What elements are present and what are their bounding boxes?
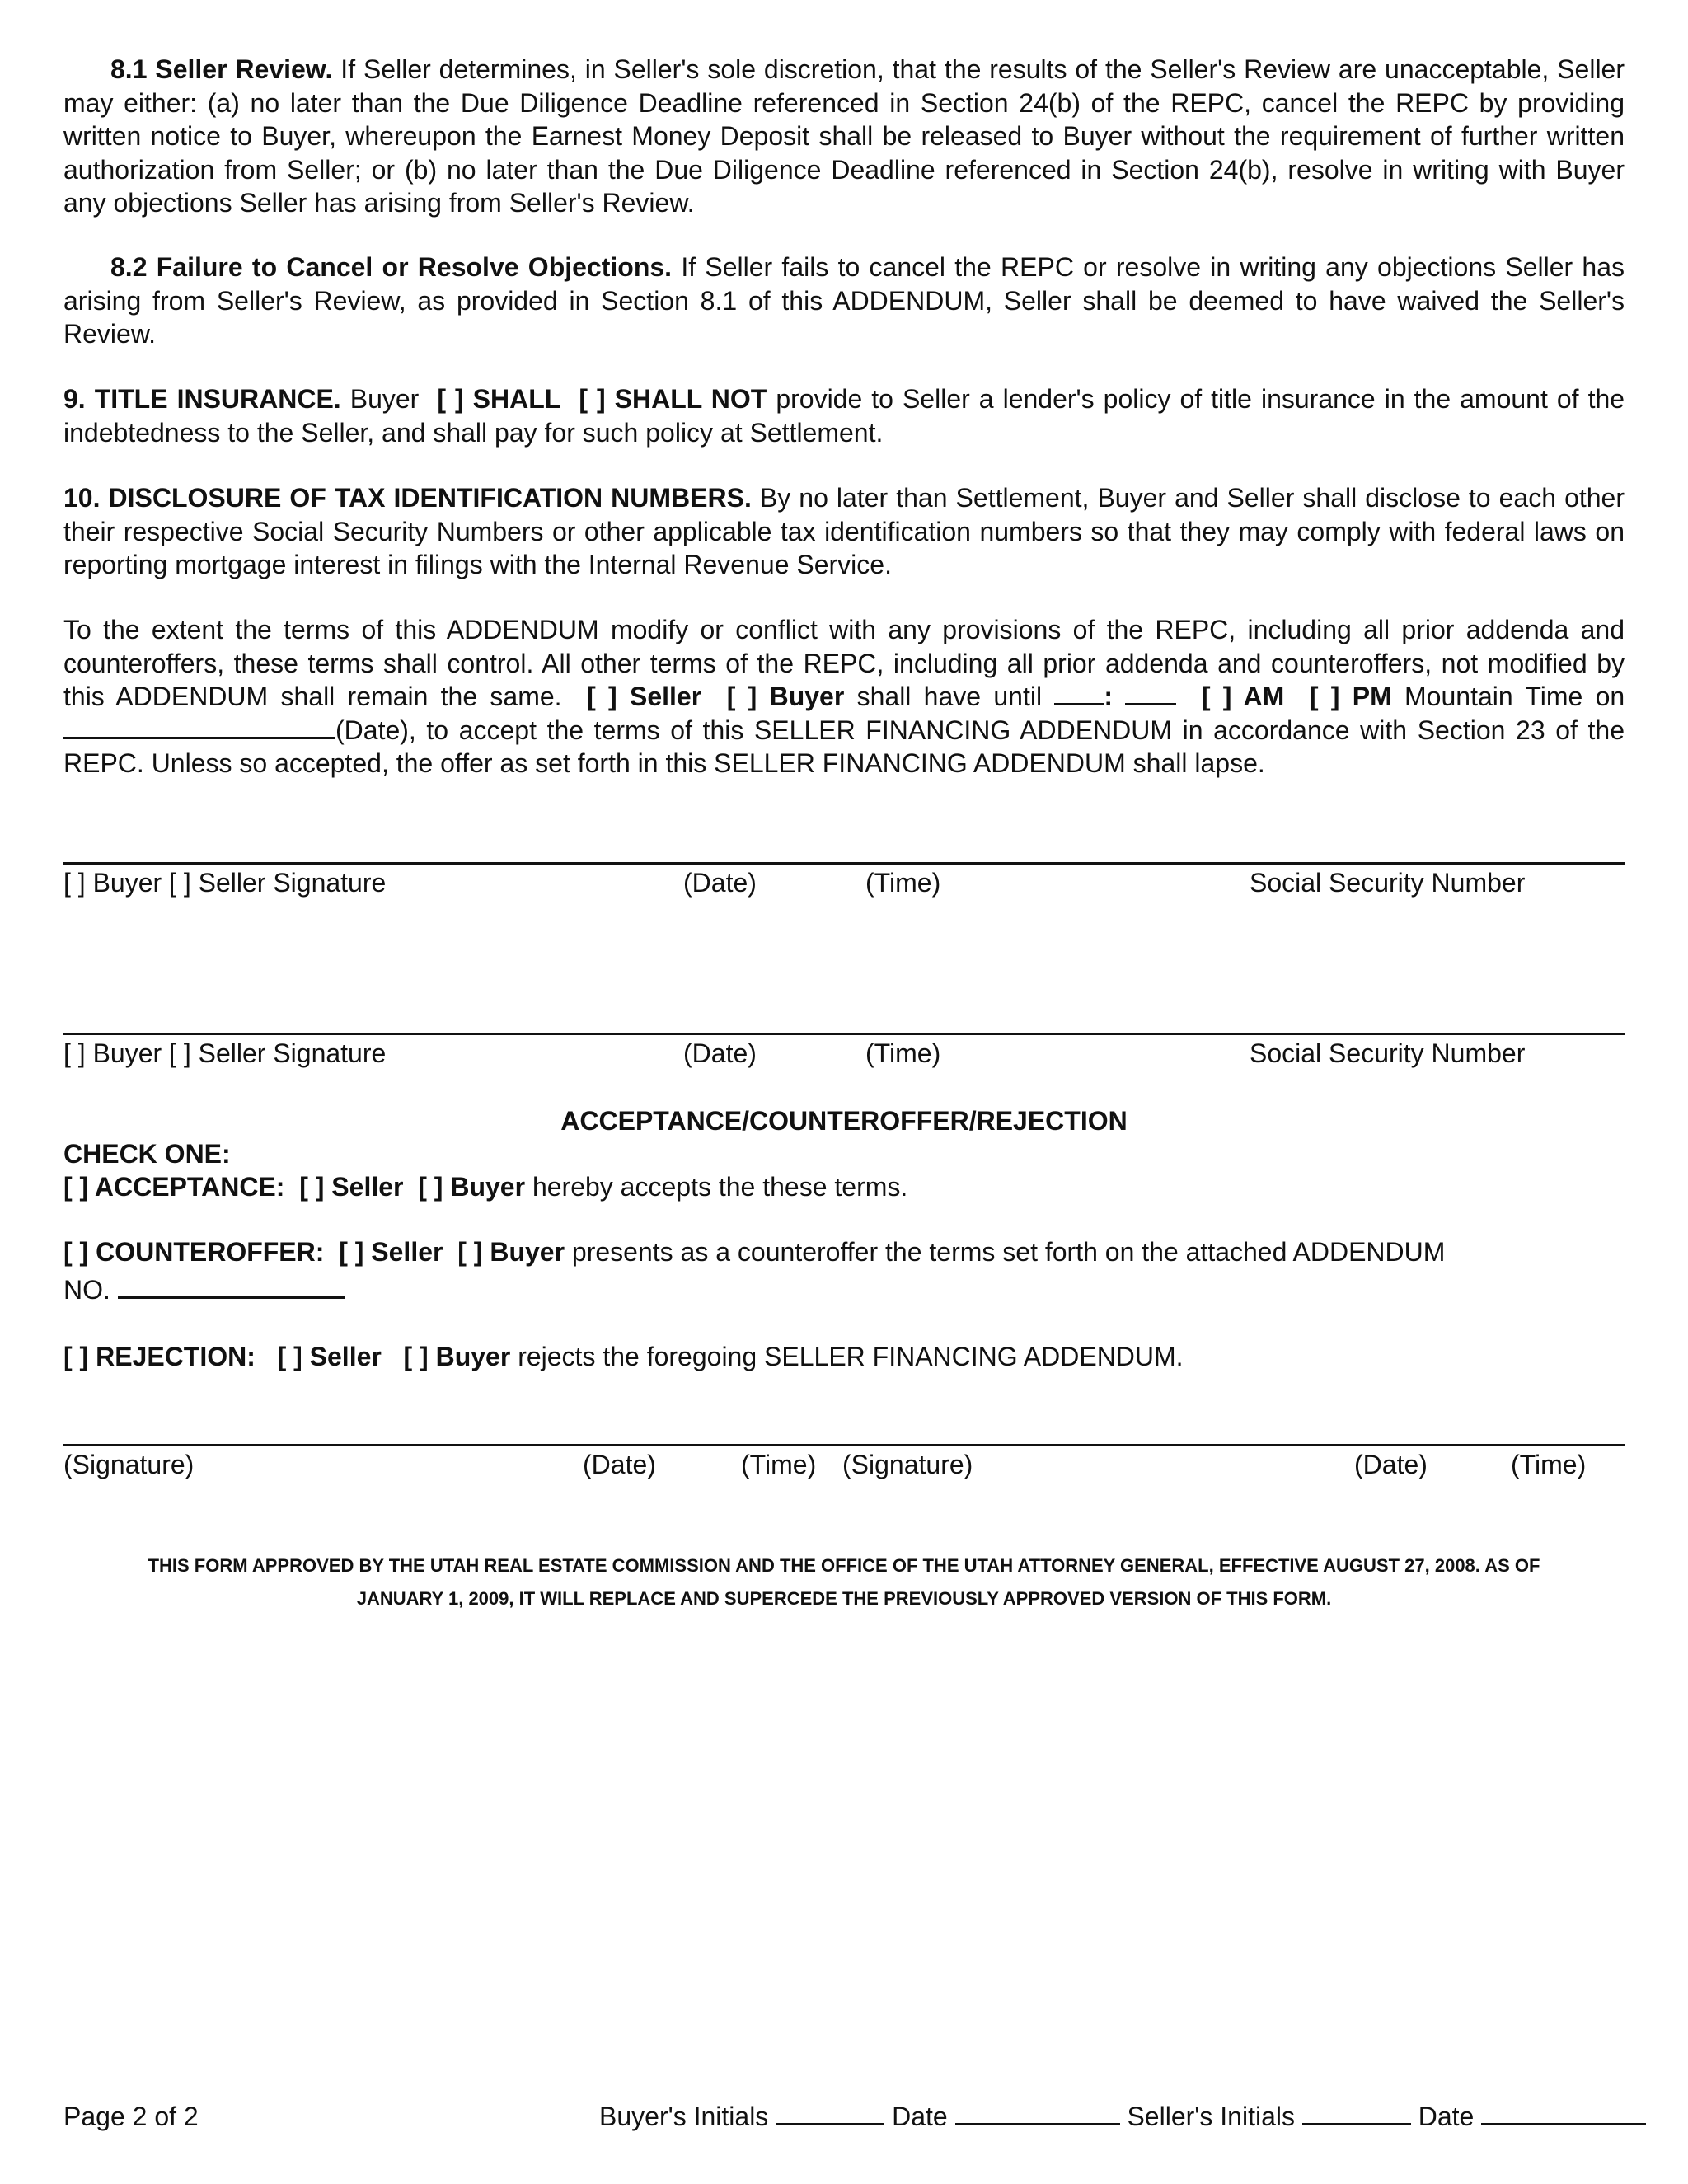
final-signature-line[interactable] [63,1444,1625,1446]
signature-1-ssn-label: Social Security Number [1250,868,1526,898]
document-page [63,0,1625,2184]
title-shall-checkbox[interactable]: [ ] SHALL [437,384,561,414]
signature-1-time-label: (Time) [865,868,941,898]
section-8-1-title: 8.1 Seller Review. [110,54,333,84]
closing-buyer-checkbox[interactable]: [ ] Buyer [726,682,845,711]
pm-checkbox[interactable]: [ ] PM [1309,682,1392,711]
sellers-date-blank[interactable] [1481,2100,1646,2125]
final-signature-2-label: (Signature) [842,1450,973,1479]
acceptance-buyer-checkbox[interactable]: [ ] Buyer [418,1172,526,1202]
section-8-2-text: If Seller fails to cancel the REPC or resolve in writing any objections Seller has arising from Seller's Review, as provided in Section 8.1 of this ADDENDUM, Seller shall be deemed to have waived the Seller's Review. [63,252,1625,349]
final-signature-1-label: (Signature) [63,1450,195,1479]
section-8-2-title: 8.2 Failure to Cancel or Resolve Objections. [110,252,673,282]
hour-blank[interactable] [1054,680,1104,705]
closing-until: shall have until [856,682,1043,711]
final-time-1-label: (Time) [741,1450,817,1479]
addendum-number-row [63,1273,345,1306]
section-9 [63,382,1625,449]
final-date-1-label: (Date) [583,1450,656,1479]
addendum-number-blank[interactable] [118,1273,345,1299]
closing-paragraph [63,613,1625,780]
counteroffer-text: presents as a counteroffer the terms set forth on the attached ADDENDUM [571,1237,1446,1267]
rejection-seller-checkbox[interactable]: [ ] Seller [277,1342,382,1371]
time-colon: : [1104,682,1113,711]
sellers-date-label: Date [1418,2102,1475,2131]
buyers-initials-blank[interactable] [776,2100,884,2125]
sellers-initials-blank[interactable] [1302,2100,1411,2125]
section-9-text: provide to Seller a lender's policy of title insurance in the amount of the indebtedness to the Seller, and shall pay for such policy at Settlement. [63,384,1625,448]
final-date-2-label: (Date) [1354,1450,1428,1479]
sellers-initials-label: Seller's Initials [1127,2102,1295,2131]
rejection-row [63,1340,1184,1373]
closing-text-1: To the extent the terms of this ADDENDUM modify or conflict with any provisions of the REPC, including all prior addenda and counteroffers, these terms shall control. All other terms of the REPC, including all prior addenda and counteroffers, not modified by this ADDENDUM shall remain the same. [63,615,1625,711]
mountain-time: Mountain Time [1404,682,1583,711]
page-number: Page 2 of 2 [63,2102,199,2131]
section-10-text: By no later than Settlement, Buyer and Seller shall disclose to each other their respective Social Security Numbers or other applicable tax identification numbers so that they may comply with federal laws on reporting mortgage interest in filings with the Internal Revenue Service. [63,483,1625,579]
am-checkbox[interactable]: [ ] AM [1201,682,1285,711]
closing-on: on [1595,682,1625,711]
acceptance-seller-checkbox[interactable]: [ ] Seller [299,1172,404,1202]
buyers-date-label: Date [892,2102,948,2131]
signature-line-2[interactable] [63,1033,1625,1035]
closing-seller-checkbox[interactable]: [ ] Seller [587,682,702,711]
rejection-text: rejects the foregoing SELLER FINANCING ADDENDUM. [518,1342,1184,1371]
section-8-1-text: If Seller determines, in Seller's sole discretion, that the results of the Seller's Review are unacceptable, Seller may either: (a) no later than the Due Diligence Deadline referenced in Section 24(b) of the REPC, cancel the REPC by providing written notice to Buyer, whereupon the Earnest Money Deposit shall be released to Buyer without the requirement of further written authorization from Seller; or (b) no later than the Due Diligence Deadline referenced in Section 24(b), resolve in writing with Buyer any objections Seller has arising from Seller's Review. [63,54,1625,218]
minute-blank[interactable] [1125,680,1176,705]
signature-2-label: [ ] Buyer [ ] Seller Signature [63,1038,387,1068]
signature-1-date-label: (Date) [683,868,757,898]
counteroffer-checkbox[interactable]: [ ] COUNTEROFFER: [63,1237,325,1267]
counteroffer-seller-checkbox[interactable]: [ ] Seller [339,1237,443,1267]
section-9-title: 9. TITLE INSURANCE. [63,384,341,414]
signature-1-label: [ ] Buyer [ ] Seller Signature [63,868,387,898]
section-10 [63,481,1625,582]
signature-line-1[interactable] [63,862,1625,865]
acceptance-checkbox[interactable]: [ ] ACCEPTANCE: [63,1172,285,1202]
signature-2-ssn-label: Social Security Number [1250,1038,1526,1068]
initials-footer [599,2100,1646,2133]
acceptance-text: hereby accepts the these terms. [532,1172,908,1202]
acceptance-date-blank[interactable] [63,714,335,739]
signature-2-date-label: (Date) [683,1038,757,1068]
section-9-buyer: Buyer [349,384,420,414]
buyers-date-blank[interactable] [955,2100,1120,2125]
section-8-1 [63,53,1625,220]
buyers-initials-label: Buyer's Initials [599,2102,769,2131]
acceptance-row [63,1170,907,1203]
rejection-checkbox[interactable]: [ ] REJECTION: [63,1342,256,1371]
final-time-2-label: (Time) [1511,1450,1587,1479]
title-shall-not-checkbox[interactable]: [ ] SHALL NOT [579,384,767,414]
signature-2-time-label: (Time) [865,1038,941,1068]
acceptance-heading: ACCEPTANCE/COUNTEROFFER/REJECTION [560,1106,1128,1136]
check-one-label: CHECK ONE: [63,1139,231,1169]
approval-note-line-1: THIS FORM APPROVED BY THE UTAH REAL ESTATE COMMISSION AND THE OFFICE OF THE UTAH ATTORNEY GENERAL, EFFECTIVE AUGUST 27, 2008. AS OF [148,1555,1540,1576]
approval-note-line-2: JANUARY 1, 2009, IT WILL REPLACE AND SUPERCEDE THE PREVIOUSLY APPROVED VERSION OF THIS FORM. [356,1588,1332,1609]
addendum-no-label: NO. [63,1275,110,1305]
section-8-2 [63,251,1625,351]
closing-text-2: (Date), to accept the terms of this SELLER FINANCING ADDENDUM in accordance with Section 23 of the REPC. Unless so accepted, the offer as set forth in this SELLER FINANCING ADDENDUM shall lapse. [63,715,1625,778]
section-10-title: 10. DISCLOSURE OF TAX IDENTIFICATION NUMBERS. [63,483,752,513]
rejection-buyer-checkbox[interactable]: [ ] Buyer [403,1342,511,1371]
counteroffer-buyer-checkbox[interactable]: [ ] Buyer [457,1237,565,1267]
counteroffer-row [63,1235,1445,1268]
